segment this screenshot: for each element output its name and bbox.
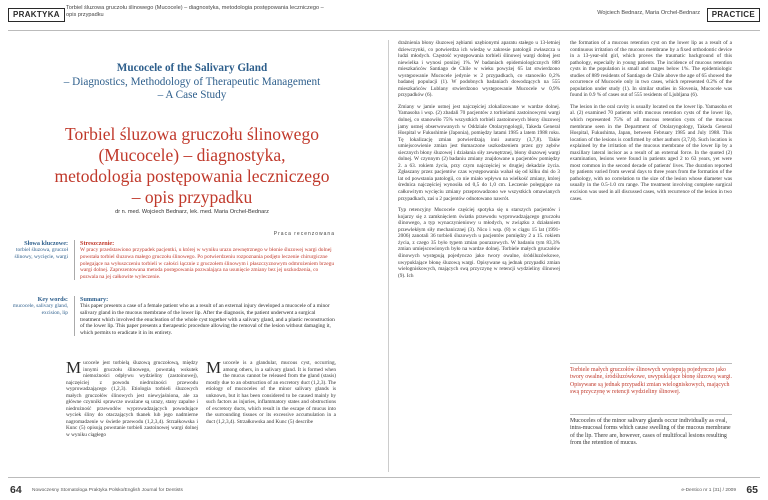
english-title-main: Mucocele of the Salivary Gland <box>116 62 268 74</box>
body-column-1 <box>66 360 198 470</box>
keywords-polish-text: torbiel śluzowa, gruczoł ślinowy, wycięcie, wargi <box>14 247 68 260</box>
keywords-polish-label: Słowa kluczowe: <box>24 240 68 247</box>
keywords-english-label: Key words: <box>37 296 68 303</box>
abstract-english-body <box>74 296 336 336</box>
body-column-2 <box>206 360 336 470</box>
abstract-polish-heading: Streszczenie: <box>80 240 115 247</box>
body-column-3-para-1: drażnienia błony śluzowej zębiami uzębionymi aparatu stałego u 13-letniej dziewczynki, co potwierdza ich wiedzę w zakresie patologii zwłaszcza u ludzi młodych. Częstość występowania torbieli ślinowej wargi dolnej jest niewielka i wynosi poniżej 1%. W badaniach epidemiologicznych 889 mieszkańców Santiago de Chile w wieku powyżej 65 lat stwierdzono występowanie Mucocele jedynie w 2 przypadkach, co stanowiło 0,2% badanej populacji (1). W podobnych badaniach dowodzących na 555 mieszkańców Lublany stwierdzono występowanie Mucocele w 0,9% przypadków (6). <box>398 40 560 99</box>
section-badge-right: PRACTICE <box>707 8 760 22</box>
abstract-english-text: This paper presents a case of a female patient who as a result of an external injury developed a mucocele of a minor salivary gland in the mucous membrane of the lower lip. After the diagnosis, the patient underwent a surgical treatment which involved the enucleation of the whole cyst together with a salivary gland, and a plastic reconstruction of the lower lip. This paper presents a therapeutic procedure allowing the removal of the lesion without damaging it, which permits to eradicate it in its entirety. <box>80 303 335 336</box>
pullquote-english: Mucoceles of the minor salivary glands occur individually as oval, intra-mucosal forms which cause swelling of the mucous membrane of the lip. There are, however, cases of multifocal lesions resulting from the retention of mucus. <box>570 414 732 447</box>
page-number-right: 65 <box>746 484 758 496</box>
running-authors: Wojciech Bednarz, Maria Orchel-Bednarz <box>597 10 700 16</box>
header-rule <box>8 30 760 31</box>
running-title: Torbiel śluzowa gruczołu ślinowego (Mucocele) – diagnostyka, metodologia postępowania leczniczego – opis przypadku <box>66 5 324 18</box>
body-column-3-para-2: Zmiany w jamie ustnej jest najczęściej zlokalizowane w wardze dolnej. Yamasoba i wsp. (2) zbadali 70 pacjentów z torbielami zastoinowymi wargi dolnej, co stanowiło 75% wszystkich torbieli zastoinowych błony śluzowej jamy ustnej obserwowanych w Oddziale Otolaryngologii, Takeda General Hospital w Fukushimie (Japonia), pomiędzy latami 1985 a latem 1988 roku. Tę lokalizację zmian potwierdzają inni autorzy (3,7,8). Takie umiejscowienie zmian jest tłumaczone uszkodzeniem przez gry zębów siecznych błony śluzowej i działania siły zewnętrznej, błony śluzowej wargi dolnej. W czynnym (2) badaniu zmiany znajdowane u pacjentów pomiędzy 2. a 63. rokiem życia, przy czym najczęściej w drugiej dekadzie życia. Zgłaszany przez pacjentów czas występowania wahał się od kilku dni do 3 lat od powstania patologii, co nie miało wpływu na wielkość zmiany, której średnica najczęściej wynosiła od 0,5 do 1,0 cm. Leczenie polegające na całkowitym wycięciu zmiany przeprowadzono we wszystkich omawianych przypadkach, zaś u 2 pacjentów odnotowano nawrót. <box>398 103 560 202</box>
polish-title: Torbiel śluzowa gruczołu ślinowego (Mucocele) – diagnostyka, metodologia postępowania leczniczego – opis przypadku <box>54 124 330 207</box>
footer-rule <box>8 477 760 478</box>
body-column-4 <box>570 40 732 358</box>
abstract-polish <box>8 240 336 294</box>
authors: dr n. med. Wojciech Bednarz, lek. med. Maria Orchel-Bednarz <box>115 209 269 215</box>
dropcap-1: M <box>66 360 82 377</box>
section-badge-left: PRAKTYKA <box>8 8 65 22</box>
keywords-polish <box>8 240 68 261</box>
abstract-english-heading: Summary: <box>80 296 109 303</box>
journal-name-right: e-Dentico nr 1 (31) / 2009 <box>681 488 736 493</box>
keywords-english-text: mucocele, salivary gland, excision, lip <box>12 303 68 316</box>
abstract-english <box>8 296 336 346</box>
body-column-3-para-3: Typ retencyjny Mucocele częściej spotyka się u starszych pacjentów i kojarzy się z zamknięciem światła przewodu wyprowadzającego gruczołu ślinowego, a typ wynaczynieniowy u młodych, w związku z działaniem przewlekłym siły mechanicznej (3). Nico i wsp. (8) w ciągu 15 lat (1991-2006) zanotali 36 torbieli śluzowych u pacjentów pomiędzy 2 a 15. rokiem życia, z czego 35 było typem zmian pourazowych. W badaniu tym 83,3% zmian umiejscowionych było na wardze dolnej. Torbiele małych gruczołów ślinowych występują pojedynczo jako twory owalne, śródśluzówkowe, uwypuklające błonę śluzową wargi. Opisywane są jednak przypadki zmian wielogniskowych, mających swą przyczynę w retencji wydzieliny ślinowej (9). Ich <box>398 207 560 279</box>
journal-name-left: Nowoczesny Stomatologa Praktyka Polsko/English Journal for Dentists <box>32 488 183 493</box>
body-column-2-text: ucocele is a glandular, mucous cyst, occurring, among others, in a salivary gland. It is formed when the mucus cannot be released from the gland (stasis) mostly due to an obstruction of an excretory duct (1,2,3). The etiology of mucoceles of the minor salivary glands is unknown, but it has been considered to be caused mainly by such factors as injuries, inflammatory states and obstructions of excretory ducts, which result in the escape of mucus into the surrounding tissues or its excessive accumulation in a duct (1,2,3,4). Strzałkowska and Kunc (5) describe <box>206 360 336 425</box>
body-column-3 <box>398 40 560 472</box>
page-number-left: 64 <box>10 484 22 496</box>
review-label: Praca recenzowana <box>273 231 335 237</box>
body-column-4-para-2: The lesion in the oral cavity is usually located on the lower lip. Yamasoba et al. (2) examined 70 patients with mucous retention cysts of the lower lip, which represented 75% of all mucous retention cysts of the mucous membrane seen in the Department of Otolaryngology, Takeda General Hospital, Fukushima, Japan, between February 1985 and July 1988. This location of the lesions is confirmed by other authors (3,7,8). Such location is explained by the irritation of the mucous membrane of the lower lip by a maxillary lateral incisor as a result of an external force. In the quoted (2) examination, lesions were found in patients aged 2 to 63 years, yet were most common in the second decade of patients' lives. The duration reported by patients varied from several days to three years from the formation of the pathology, with no correlation to the size of the lesion whose diameter was usually in the 0.5-1.0 cm range. The treatment involving complete surgical excision was used in all discussed cases, with recurrence of the lesion in two cases. <box>570 103 732 202</box>
abstract-polish-body <box>74 240 336 280</box>
english-title <box>60 62 324 103</box>
body-column-4-para-1: the formation of a mucous retention cyst on the lower lip as a result of a continuous irritation of the mucous membrane by a fixed orthodontic device in a 13-year-old girl, which proves the traumatic background of this pathology, especially in young patients. The incidence of mucous retention cysts in the population is small and ranges below 1%. The epidemiologic studies of 889 residents of Santiago de Chile above the age of 65 showed the occurrence of Mucocele only in two cases, which represented 0.2% of the population under study (1). In similar studies in Slovenia, Mucocele was found in 0.9 % of cases out of 555 residents of Ljubljana (6). <box>570 40 732 99</box>
abstract-polish-text: W pracy przedstawiono przypadek pacjentki, u której w wyniku urazu zewnętrznego w błonie śluzowej wargi dolnej powstała torbiel śluzowa małego gruczołu ślinowego. Po potwierdzeniu rozpoznania podjęto leczenie chirurgiczne polegające na wyłuszczeniu torbieli w całości łącznie z gruczołem ślinowym i płaszczyznowym odmrożeniem brzegu wargi dolnej. Zaprezentowana metoda postępowania pozwalająca na usunięcie zmiany bez jej uszkodzenia, co pozwala na jej całkowite wyleczenie. <box>80 247 335 280</box>
dropcap-2: M <box>206 360 222 377</box>
pullquote-polish: Torbiele małych gruczołów ślinowych występują pojedynczo jako twory owalne, śródśluzówkowe, uwypuklające błonę śluzową wargi. Opisywane są jednak przypadki zmian wielogniskowych, mających swą przyczynę w retencji wydzieliny ślinowej. <box>570 363 732 396</box>
body-column-1-text: ucocele jest torbielą śluzową gruczołową, między innymi gruczołu ślinowego, powstałą wskutek niemożności odpływu wydzieliny (zastoinowej), najczęściej z powodu niedrożności przewodu wyprowadzającego (1,2,3). Etiologia torbieli śluzowych małych gruczołów ślinowych jest niewyjaśniona, ale za główne czynniki sprawcze uważane są urazy, stany zapalne i niedrożność przewodów wyprowadzających powodujące wyciek śliny do otaczających tkanek lub jego nadmierne nagromadzenie w świetle przewodu (1,2,3,4). Strzałkowska i Kunc (5) opisują powstanie torbieli zastoinowej wargi dolnej w wyniku ciągłego <box>66 360 198 439</box>
english-title-sub: – Diagnostics, Methodology of Therapeutic Management – A Case Study <box>63 75 321 101</box>
keywords-english <box>8 296 68 317</box>
spread-gutter <box>388 40 389 472</box>
